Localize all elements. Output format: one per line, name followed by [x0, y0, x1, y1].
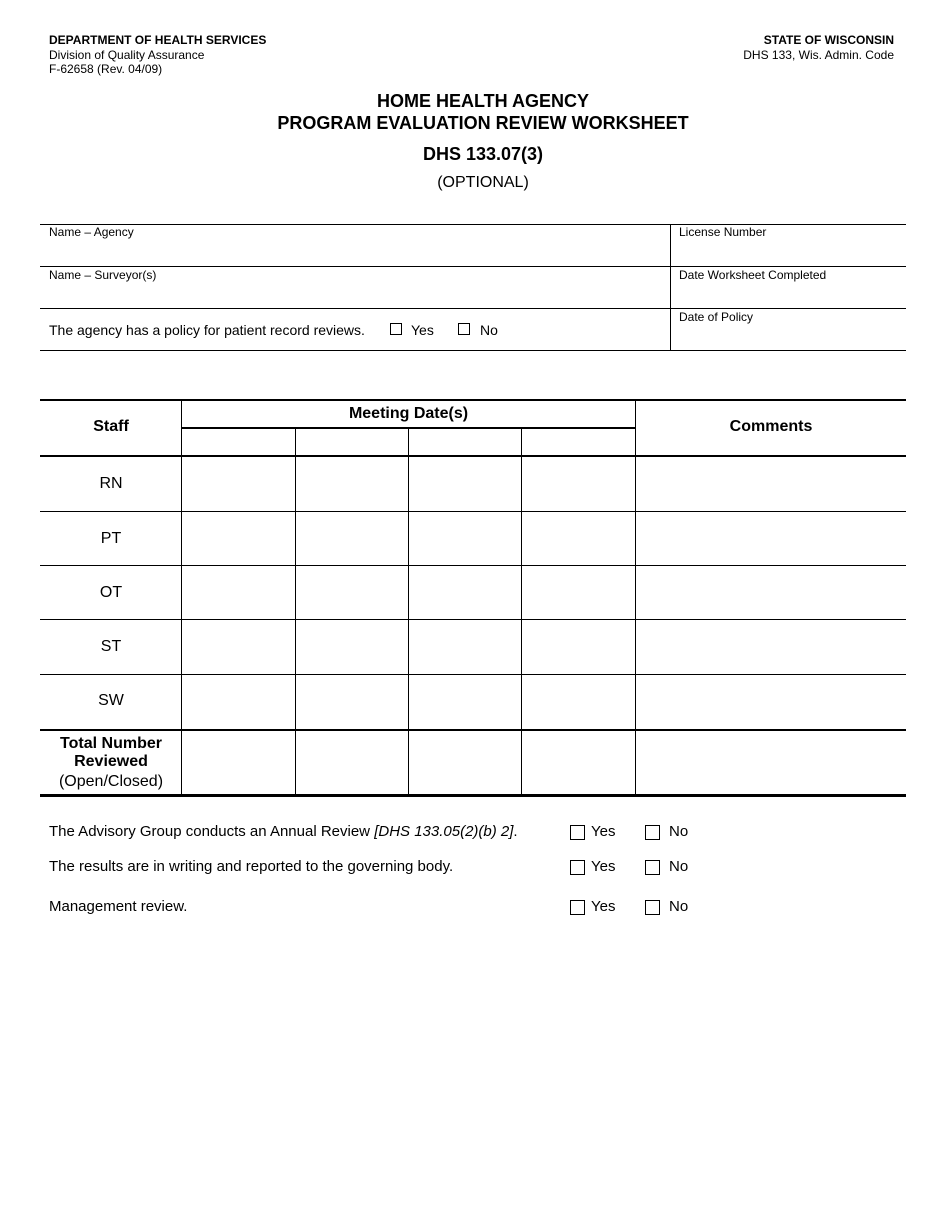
- q3-yes-label: Yes: [591, 898, 616, 915]
- table-cell-pt[interactable]: [182, 513, 294, 564]
- meeting-date-input-1[interactable]: [182, 430, 294, 454]
- table-cell-pt[interactable]: [522, 513, 634, 564]
- table-cell-total[interactable]: [409, 732, 520, 793]
- q1-yes-checkbox[interactable]: [570, 825, 585, 840]
- rule-citation: DHS 133.07(3): [422, 144, 544, 164]
- license-number-input[interactable]: [671, 241, 905, 265]
- q2-no-checkbox[interactable]: [645, 860, 660, 875]
- table-cell-ot[interactable]: [182, 567, 294, 618]
- staff-label-sw: SW: [98, 692, 124, 709]
- meeting-date-input-2[interactable]: [296, 430, 407, 454]
- q1-no-label: No: [669, 823, 689, 840]
- table-cell-total[interactable]: [182, 732, 294, 793]
- row-divider: [40, 674, 906, 675]
- title-line-1: HOME HEALTH AGENCY: [376, 91, 589, 111]
- q1-end: .: [513, 823, 518, 840]
- row-divider: [40, 619, 906, 620]
- table-cell-sw[interactable]: [409, 676, 520, 728]
- date-completed-input[interactable]: [671, 283, 905, 307]
- table-cell-sw[interactable]: [182, 676, 294, 728]
- staff-label-st: ST: [100, 638, 122, 655]
- table-cell-ot[interactable]: [296, 567, 407, 618]
- comments-cell-st[interactable]: [636, 621, 905, 673]
- q3-yes-checkbox[interactable]: [570, 900, 585, 915]
- info-bottom-border: [40, 350, 906, 351]
- license-number-label: License Number: [679, 225, 767, 239]
- q2-yes-checkbox[interactable]: [570, 860, 585, 875]
- table-cell-st[interactable]: [409, 621, 520, 673]
- meeting-date-input-3[interactable]: [409, 430, 520, 454]
- meeting-dates-header: Meeting Date(s): [348, 405, 469, 422]
- header-left: [49, 33, 266, 77]
- table-top-border: [40, 399, 906, 401]
- staff-column-header: Staff: [93, 418, 129, 435]
- q3-no-checkbox[interactable]: [645, 900, 660, 915]
- info-divider-2: [40, 308, 906, 309]
- question-results-reported: The results are in writing and reported to the governing body.: [49, 858, 454, 875]
- row-divider: [40, 511, 906, 512]
- comments-column-header: Comments: [729, 418, 813, 435]
- state-name: STATE OF WISCONSIN: [763, 33, 894, 47]
- row-divider: [40, 565, 906, 566]
- table-cell-st[interactable]: [296, 621, 407, 673]
- staff-label-ot: OT: [99, 584, 123, 601]
- total-row-top: [40, 729, 906, 731]
- total-line-1: Total Number: [60, 735, 162, 752]
- department-name: DEPARTMENT OF HEALTH SERVICES: [49, 33, 267, 47]
- comments-cell-sw[interactable]: [636, 676, 905, 728]
- table-cell-st[interactable]: [182, 621, 294, 673]
- header-right: [743, 33, 894, 62]
- comments-cell-ot[interactable]: [636, 567, 905, 618]
- title-line-2: PROGRAM EVALUATION REVIEW WORKSHEET: [277, 113, 689, 133]
- table-bottom-border: [40, 794, 906, 797]
- admin-code: DHS 133, Wis. Admin. Code: [743, 47, 894, 62]
- info-divider-1: [40, 266, 906, 267]
- date-completed-label: Date Worksheet Completed: [679, 268, 827, 282]
- date-policy-label: Date of Policy: [679, 310, 754, 324]
- meeting-date-input-4[interactable]: [522, 430, 634, 454]
- name-surveyors-label: Name – Surveyor(s): [49, 268, 157, 282]
- table-cell-pt[interactable]: [296, 513, 407, 564]
- policy-no-checkbox[interactable]: [458, 323, 470, 335]
- comments-cell-total[interactable]: [636, 732, 905, 793]
- policy-question: The agency has a policy for patient record reviews.: [49, 322, 365, 338]
- date-policy-input[interactable]: [671, 325, 905, 349]
- total-line-3: (Open/Closed): [58, 773, 164, 790]
- q1-text: The Advisory Group conducts an Annual Review: [49, 823, 375, 840]
- q2-yes-label: Yes: [591, 858, 616, 875]
- table-cell-sw[interactable]: [296, 676, 407, 728]
- table-cell-total[interactable]: [296, 732, 407, 793]
- table-header-bottom: [40, 455, 906, 457]
- total-line-2: Reviewed: [74, 753, 148, 770]
- total-reviewed-label: [41, 735, 181, 791]
- q1-yes-label: Yes: [591, 823, 616, 840]
- table-cell-pt[interactable]: [409, 513, 520, 564]
- table-cell-total[interactable]: [522, 732, 634, 793]
- question-management-review: Management review.: [49, 898, 188, 915]
- staff-label-pt: PT: [100, 530, 122, 547]
- staff-label-rn: RN: [99, 475, 123, 492]
- table-cell-rn[interactable]: [409, 458, 520, 510]
- division-name: Division of Quality Assurance: [49, 47, 205, 62]
- form-number: F-62658 (Rev. 04/09): [49, 62, 163, 76]
- name-surveyors-input[interactable]: [41, 283, 669, 307]
- comments-cell-pt[interactable]: [636, 513, 905, 564]
- policy-yes-checkbox[interactable]: [390, 323, 402, 335]
- table-cell-sw[interactable]: [522, 676, 634, 728]
- table-cell-rn[interactable]: [182, 458, 294, 510]
- table-cell-ot[interactable]: [409, 567, 520, 618]
- question-annual-review: [49, 823, 518, 840]
- comments-cell-rn[interactable]: [636, 458, 905, 510]
- q1-reference: [DHS 133.05(2)(b) 2]: [374, 823, 514, 840]
- table-cell-ot[interactable]: [522, 567, 634, 618]
- table-cell-st[interactable]: [522, 621, 634, 673]
- q1-no-checkbox[interactable]: [645, 825, 660, 840]
- q2-no-label: No: [669, 858, 689, 875]
- name-agency-label: Name – Agency: [49, 225, 134, 239]
- policy-yes-label: Yes: [411, 322, 434, 338]
- name-agency-input[interactable]: [41, 241, 669, 265]
- info-top-border: [40, 224, 906, 225]
- q3-no-label: No: [669, 898, 689, 915]
- policy-no-label: No: [480, 322, 498, 338]
- optional-label: (OPTIONAL): [437, 174, 529, 191]
- table-cell-rn[interactable]: [522, 458, 634, 510]
- table-cell-rn[interactable]: [296, 458, 407, 510]
